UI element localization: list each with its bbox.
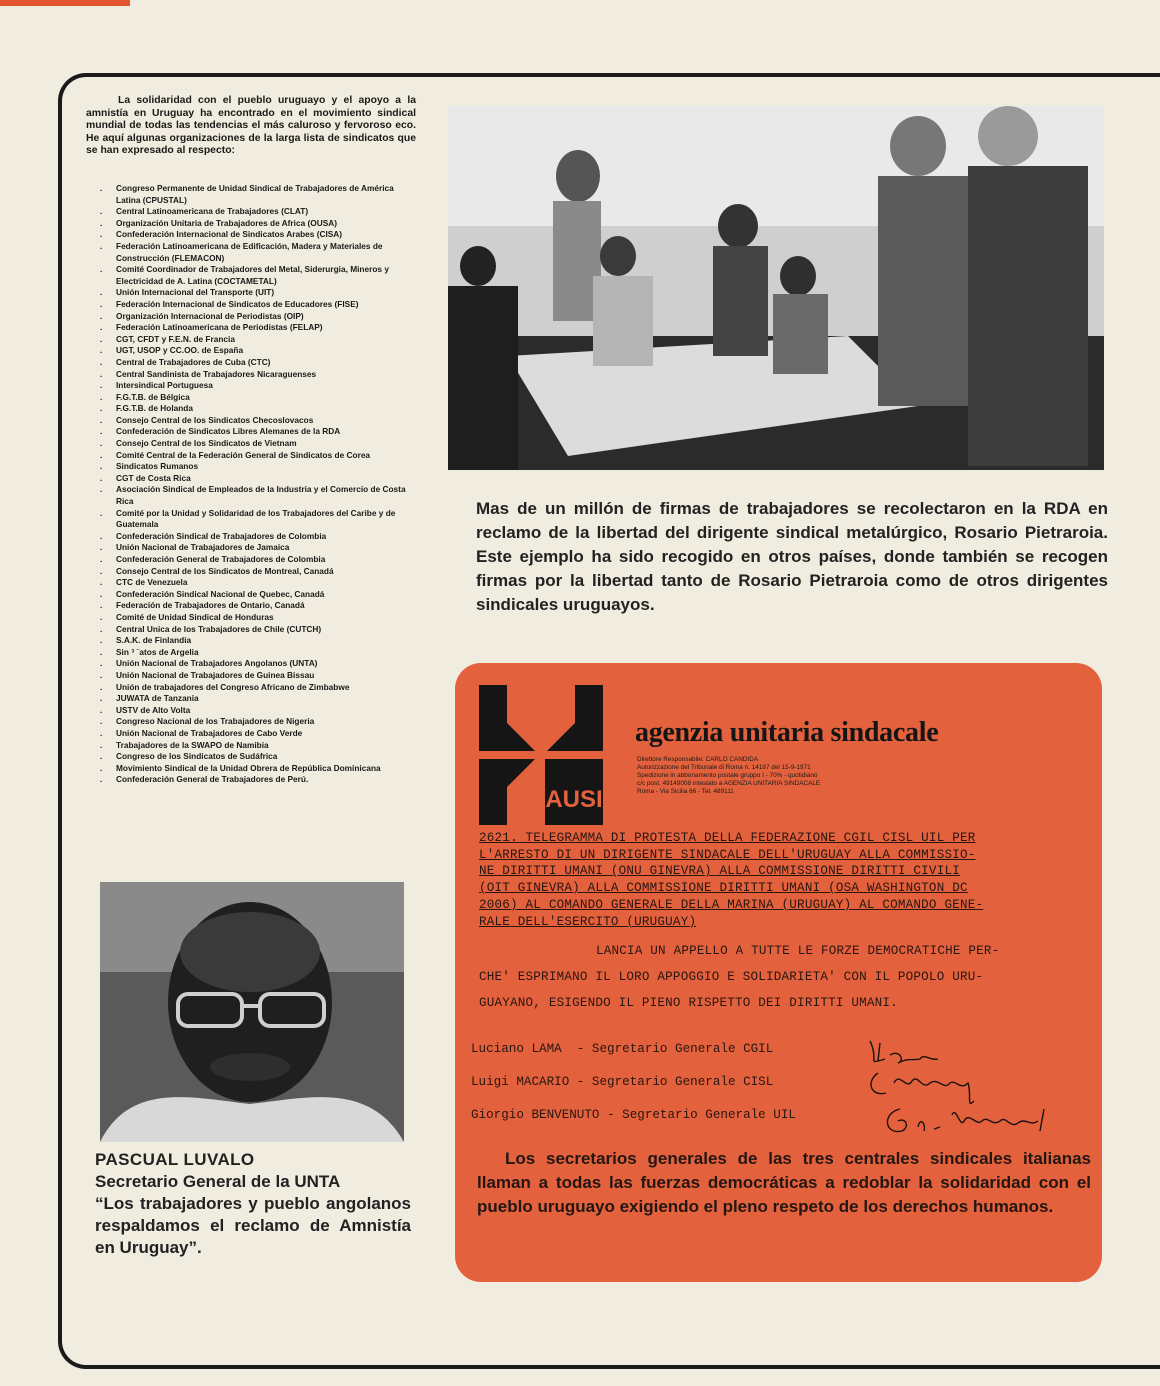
telegram-line: RALE DELL'ESERCITO (URUGUAY) bbox=[479, 914, 697, 929]
luvalo-caption bbox=[95, 1149, 411, 1259]
luvalo-quote: “Los trabajadores y pueblo angolanos respaldamos el reclamo de Amnistía en Uruguay”. bbox=[95, 1194, 411, 1257]
list-item: . Federación Latinoamericana de Edificación, Madera y Materiales de Construcción (FLEMACON) bbox=[86, 241, 416, 264]
handwritten-signatures bbox=[860, 1031, 1090, 1141]
list-item: . Congreso Permanente de Unidad Sindical de Trabajadores de América Latina (CPUSTAL) bbox=[86, 183, 416, 206]
telegram-line: (OIT GINEVRA) ALLA COMMISSIONE DIRITTI UMANI (OSA WASHINGTON DC bbox=[479, 881, 968, 896]
telegram-footer bbox=[477, 1147, 1091, 1219]
ausi-logo-icon bbox=[479, 685, 603, 825]
list-item: . CTC de Venezuela bbox=[86, 577, 416, 589]
list-item: . Comité por la Unidad y Solidaridad de los Trabajadores del Caribe y de Guatemala bbox=[86, 508, 416, 531]
meta-line: Autorizzazione del Tribunale di Roma n. 14187 del 15-9-1971 bbox=[637, 764, 811, 771]
union-list bbox=[86, 183, 416, 786]
list-item: . Consejo Central de los Sindicatos de Montreal, Canadá bbox=[86, 566, 416, 578]
list-item: . Federación Latinoamericana de Periodistas (FELAP) bbox=[86, 322, 416, 334]
telegram-line: NE DIRITTI UMANI (ONU GINEVRA) ALLA COMMISSIONE DIRITTI CIVILI bbox=[479, 864, 960, 879]
list-item: . Unión Nacional de Trabajadores de Guinea Bissau bbox=[86, 670, 416, 682]
telegram-appeal bbox=[479, 938, 1091, 1016]
list-item: . Confederación General de Trabajadores de Perú. bbox=[86, 774, 416, 786]
list-item: . Intersindical Portuguesa bbox=[86, 380, 416, 392]
list-item: . Consejo Central de los Sindicatos Checoslovacos bbox=[86, 415, 416, 427]
footer-text: Los secretarios generales de las tres centrales sindicales italianas llaman a todas las fuerzas democráticas a redoblar la solidaridad con el pueblo uruguayo exigiendo el pleno respeto de los derechos humanos. bbox=[477, 1149, 1091, 1216]
list-item: . Sin ˀ ¨atos de Argelia bbox=[86, 647, 416, 659]
list-item: . Confederación Sindical Nacional de Quebec, Canadá bbox=[86, 589, 416, 601]
telegram-line: 2621. TELEGRAMMA DI PROTESTA DELLA FEDERAZIONE CGIL CISL UIL PER bbox=[479, 831, 976, 845]
luvalo-title: Secretario General de la UNTA bbox=[95, 1172, 341, 1191]
list-item: . CGT de Costa Rica bbox=[86, 473, 416, 485]
intro-paragraph bbox=[86, 95, 416, 158]
top-accent-bar bbox=[0, 0, 130, 6]
list-item: . Central Latinoamericana de Trabajadores (CLAT) bbox=[86, 206, 416, 218]
list-item: . Confederación Internacional de Sindicatos Arabes (CISA) bbox=[86, 229, 416, 241]
list-item: . Comité Central de la Federación General de Sindicatos de Corea bbox=[86, 450, 416, 462]
list-item: . F.G.T.B. de Bélgica bbox=[86, 392, 416, 404]
meta-line: Roma - Via Sicilia 66 - Tel. 489111 bbox=[637, 788, 734, 795]
workers-signing-photo bbox=[448, 106, 1104, 470]
telegram-body bbox=[479, 830, 1091, 1016]
list-item: . Comité Coordinador de Trabajadores del Metal, Siderurgia, Mineros y Electricidad de A. Latina (COCTAMETAL) bbox=[86, 264, 416, 287]
list-item: . UGT, USOP y CC.OO. de España bbox=[86, 345, 416, 357]
list-item: . Asociación Sindical de Empleados de la Industria y el Comercio de Costa Rica bbox=[86, 484, 416, 507]
appeal-line: CHE' ESPRIMANO IL LORO APPOGGIO E SOLIDARIETA' CON IL POPOLO URU- bbox=[479, 970, 984, 985]
list-item: . Congreso Nacional de los Trabajadores de Nigeria bbox=[86, 716, 416, 728]
list-item: . Congreso de los Sindicatos de Sudáfrica bbox=[86, 751, 416, 763]
list-item: . Central de Trabajadores de Cuba (CTC) bbox=[86, 357, 416, 369]
ausi-logo-text: AUSI bbox=[545, 786, 603, 813]
list-item: . Confederación Sindical de Trabajadores de Colombia bbox=[86, 531, 416, 543]
meta-line: Direttore Responsabile: CARLO CANDIDA bbox=[637, 756, 759, 763]
list-item: . Movimiento Sindical de la Unidad Obrera de República Dominicana bbox=[86, 763, 416, 775]
list-item: . Organización Unitaria de Trabajadores de Africa (OUSA) bbox=[86, 218, 416, 230]
list-item: . Central Unica de los Trabajadores de Chile (CUTCH) bbox=[86, 624, 416, 636]
list-item: . Unión Nacional de Trabajadores de Cabo Verde bbox=[86, 728, 416, 740]
agency-name: agenzia unitaria sindacale bbox=[635, 717, 939, 748]
list-item: . Organización Internacional de Periodistas (OIP) bbox=[86, 311, 416, 323]
list-item: . F.G.T.B. de Holanda bbox=[86, 403, 416, 415]
firmas-caption: Mas de un millón de firmas de trabajadores se recolectaron en la RDA en reclamo de la libertad del dirigente sindical metalúrgico, Rosario Pietraroia. Este ejemplo ha sido recogido en otros países, donde también se recogen firmas por la libertad tanto de Rosario Pietraroia como de otros dirigentes sindicales uruguayos. bbox=[476, 499, 1108, 614]
list-item: . USTV de Alto Volta bbox=[86, 705, 416, 717]
appeal-line: LANCIA UN APPELLO A TUTTE LE FORZE DEMOCRATICHE PER- bbox=[596, 944, 1000, 959]
telegram-line: L'ARRESTO DI UN DIRIGENTE SINDACALE DELL'URUGUAY ALLA COMMISSIO- bbox=[479, 847, 976, 862]
list-item: . Confederación de Sindicatos Libres Alemanes de la RDA bbox=[86, 426, 416, 438]
signatory-row: Luigi MACARIO - Segretario Generale CISL bbox=[471, 1075, 774, 1089]
list-item: . Unión de trabajadores del Congreso Africano de Zimbabwe bbox=[86, 682, 416, 694]
signatory-row: Luciano LAMA - Segretario Generale CGIL bbox=[471, 1042, 774, 1056]
list-item: . Federación de Trabajadores de Ontario, Canadá bbox=[86, 600, 416, 612]
list-item: . Trabajadores de la SWAPO de Namibia bbox=[86, 740, 416, 752]
signatories bbox=[471, 1033, 891, 1132]
agency-meta bbox=[637, 756, 917, 796]
list-item: . JUWATA de Tanzania bbox=[86, 693, 416, 705]
list-item: . Consejo Central de los Sindicatos de Vietnam bbox=[86, 438, 416, 450]
list-item: . Sindicatos Rumanos bbox=[86, 461, 416, 473]
intro-text: La solidaridad con el pueblo uruguayo y el apoyo a la amnistía en Uruguay ha encontrado en el movimiento sindical mundial de todas las tendencias el más caluroso y fervoroso eco. He aquí algunas organizaciones de la larga lista de sindicatos que se han expresado al respecto: bbox=[86, 95, 416, 157]
signatory-row: Giorgio BENVENUTO - Segretario Generale UIL bbox=[471, 1108, 796, 1122]
list-item: . Unión Nacional de Trabajadores de Jamaica bbox=[86, 542, 416, 554]
list-item: . Central Sandinista de Trabajadores Nicaraguenses bbox=[86, 369, 416, 381]
list-item: . Unión Nacional de Trabajadores Angolanos (UNTA) bbox=[86, 658, 416, 670]
meta-line: Spedizione in abbonamento postale gruppo I - 70% - quotidiano bbox=[637, 772, 818, 779]
list-item: . Comité de Unidad Sindical de Honduras bbox=[86, 612, 416, 624]
list-item: . Federación Internacional de Sindicatos de Educadores (FISE) bbox=[86, 299, 416, 311]
list-item: . S.A.K. de Finlandia bbox=[86, 635, 416, 647]
luvalo-portrait-photo bbox=[100, 882, 404, 1142]
luvalo-name: PASCUAL LUVALO bbox=[95, 1150, 255, 1169]
list-item: . CGT, CFDT y F.E.N. de Francia bbox=[86, 334, 416, 346]
list-item: . Confederación General de Trabajadores de Colombia bbox=[86, 554, 416, 566]
telegram-line: 2006) AL COMANDO GENERALE DELLA MARINA (URUGUAY) AL COMANDO GENE- bbox=[479, 897, 984, 912]
meta-line: c/c post. 49149008 intestato a AGENZIA UNITARIA SINDACALE bbox=[637, 780, 821, 787]
list-item: . Unión Internacional del Transporte (UIT) bbox=[86, 287, 416, 299]
telegram-card bbox=[455, 663, 1102, 1282]
appeal-line: GUAYANO, ESIGENDO IL PIENO RISPETTO DEI DIRITTI UMANI. bbox=[479, 996, 898, 1011]
